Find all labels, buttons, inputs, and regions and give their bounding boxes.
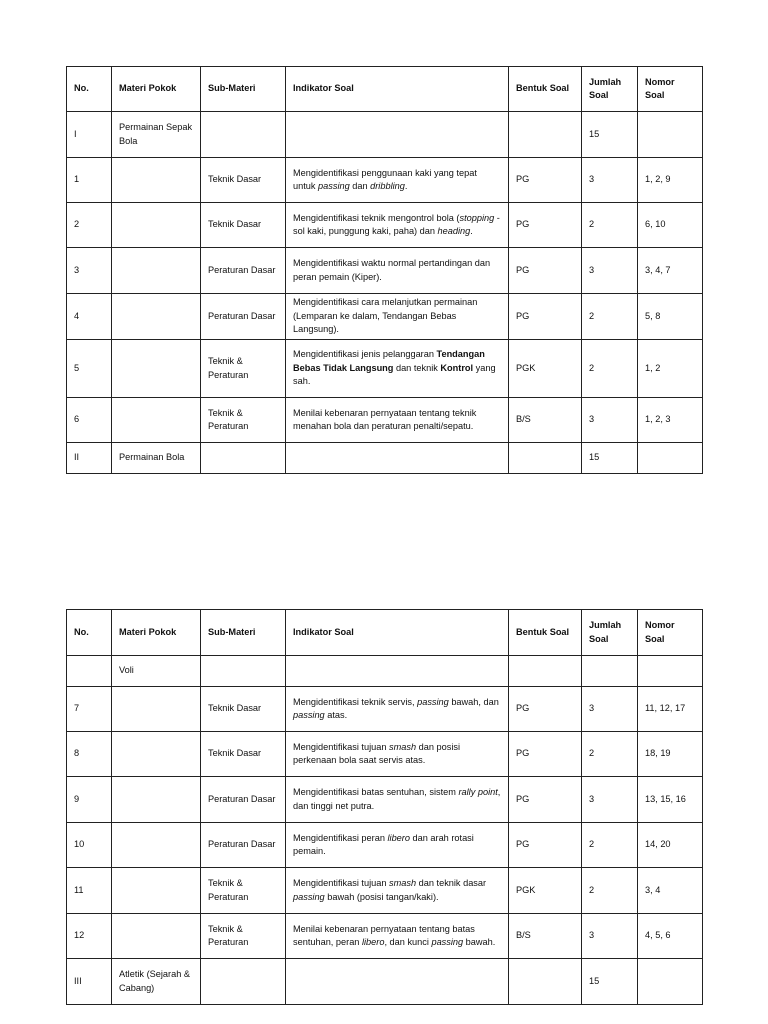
cell-sub-materi: Teknik Dasar [201, 732, 286, 777]
cell-bentuk-soal [509, 112, 582, 158]
indikator-text-segment: passing [293, 891, 325, 902]
header-materi-pokok: Materi Pokok [112, 610, 201, 656]
table-row [67, 823, 703, 868]
cell-no: 10 [67, 823, 112, 868]
cell-indikator-soal [286, 732, 509, 777]
cell-materi-pokok: Voli [112, 656, 201, 687]
indikator-text-segment: dan teknik dasar [416, 878, 487, 888]
cell-jumlah-soal: 2 [582, 823, 638, 868]
cell-no: 5 [67, 340, 112, 398]
cell-bentuk-soal: PGK [509, 868, 582, 914]
cell-indikator-soal [286, 398, 509, 443]
cell-no: 2 [67, 203, 112, 248]
indikator-text-segment: . [470, 226, 473, 236]
indikator-text-segment: yang sah. [293, 362, 496, 387]
cell-no: I [67, 112, 112, 158]
cell-jumlah-soal: 2 [582, 203, 638, 248]
table-row [67, 340, 703, 398]
indikator-text-segment: Mengidentifikasi penggunaan kaki yang tepat untuk [293, 167, 477, 191]
cell-nomor-soal: 3, 4 [638, 868, 703, 914]
cell-materi-pokok [112, 398, 201, 443]
cell-sub-materi: Peraturan Dasar [201, 823, 286, 868]
cell-no: 1 [67, 158, 112, 203]
cell-sub-materi: Peraturan Dasar [201, 248, 286, 294]
table-row [67, 398, 703, 443]
header-nomor-soal: Nomor Soal [638, 67, 703, 112]
cell-indikator-soal [286, 112, 509, 158]
cell-materi-pokok [112, 823, 201, 868]
cell-indikator-soal [286, 959, 509, 1005]
cell-jumlah-soal: 2 [582, 340, 638, 398]
cell-sub-materi: Teknik & Peraturan [201, 868, 286, 914]
indikator-text-segment: Mengidentifikasi jenis pelanggaran [293, 349, 437, 360]
table-row [67, 203, 703, 248]
indikator-text-segment: dan posisi perkenaan bola saat servis atas. [293, 741, 461, 765]
cell-no: 11 [67, 868, 112, 914]
cell-materi-pokok [112, 248, 201, 294]
indikator-text-segment: Mengidentifikasi batas sentuhan, sistem [293, 787, 459, 797]
cell-nomor-soal: 6, 10 [638, 203, 703, 248]
indikator-text-segment: rally point [458, 787, 498, 797]
cell-no: 3 [67, 248, 112, 294]
table-row [67, 158, 703, 203]
indikator-text-segment: libero [387, 832, 410, 843]
cell-nomor-soal [638, 959, 703, 1005]
cell-indikator-soal [286, 656, 509, 687]
cell-nomor-soal: 1, 2, 3 [638, 398, 703, 443]
cell-indikator-soal [286, 777, 509, 823]
cell-materi-pokok [112, 203, 201, 248]
cell-indikator-soal [286, 914, 509, 959]
table-row [67, 777, 703, 823]
indikator-text-segment: smash [389, 741, 417, 752]
cell-bentuk-soal: PGK [509, 340, 582, 398]
indikator-text-segment: Mengidentifikasi tujuan [293, 878, 390, 888]
cell-bentuk-soal: PG [509, 823, 582, 868]
header-bentuk-soal: Bentuk Soal [509, 610, 582, 656]
section-row [67, 443, 703, 474]
indikator-text-segment: dan [349, 181, 371, 191]
cell-nomor-soal [638, 656, 703, 687]
cell-sub-materi: Teknik & Peraturan [201, 398, 286, 443]
header-jumlah-soal: Jumlah Soal [582, 610, 638, 656]
cell-sub-materi: Peraturan Dasar [201, 294, 286, 340]
header-bentuk-soal: Bentuk Soal [509, 67, 582, 112]
header-jumlah-soal: Jumlah Soal [582, 67, 638, 112]
cell-sub-materi: Peraturan Dasar [201, 777, 286, 823]
cell-nomor-soal [638, 112, 703, 158]
cell-materi-pokok [112, 732, 201, 777]
cell-indikator-soal [286, 823, 509, 868]
indikator-text-segment: Tendangan Bebas Tidak Langsung [293, 349, 485, 373]
cell-sub-materi: Teknik Dasar [201, 203, 286, 248]
indikator-text-segment: dan teknik [393, 362, 441, 373]
header-indikator-soal: Indikator Soal [286, 67, 509, 112]
table-row [67, 732, 703, 777]
kisi-kisi-table-1 [66, 66, 703, 474]
cell-jumlah-soal [582, 656, 638, 687]
table-row [67, 914, 703, 959]
header-sub-materi: Sub-Materi [201, 67, 286, 112]
cell-nomor-soal: 14, 20 [638, 823, 703, 868]
section-row [67, 656, 703, 687]
cell-nomor-soal [638, 443, 703, 474]
header-no: No. [67, 610, 112, 656]
indikator-text-segment: , dan tinggi net putra. [293, 787, 501, 811]
cell-indikator-soal [286, 294, 509, 340]
indikator-text-segment: passing [318, 181, 350, 191]
indikator-text-segment: atas. [324, 710, 348, 720]
header-row [67, 67, 703, 112]
cell-materi-pokok: Permainan Sepak Bola [112, 112, 201, 158]
cell-materi-pokok [112, 777, 201, 823]
indikator-text-segment: bawah. [463, 937, 496, 947]
indikator-text-segment: Mengidentifikasi teknik mengontrol bola ( [293, 212, 460, 223]
cell-bentuk-soal [509, 959, 582, 1005]
cell-indikator-soal [286, 203, 509, 248]
cell-no: 9 [67, 777, 112, 823]
indikator-text-segment: , dan kunci [384, 937, 432, 947]
cell-materi-pokok: Atletik (Sejarah & Cabang) [112, 959, 201, 1005]
cell-nomor-soal: 3, 4, 7 [638, 248, 703, 294]
cell-bentuk-soal: PG [509, 158, 582, 203]
indikator-text-segment: - sol kaki, punggung kaki, paha) dan [293, 212, 500, 236]
table-row [67, 248, 703, 294]
cell-bentuk-soal: PG [509, 294, 582, 340]
cell-jumlah-soal: 3 [582, 914, 638, 959]
cell-no [67, 656, 112, 687]
cell-no: 8 [67, 732, 112, 777]
cell-materi-pokok [112, 294, 201, 340]
cell-jumlah-soal: 15 [582, 959, 638, 1005]
indikator-text-segment: . [404, 181, 408, 191]
cell-sub-materi: Teknik Dasar [201, 158, 286, 203]
cell-nomor-soal: 5, 8 [638, 294, 703, 340]
cell-materi-pokok [112, 914, 201, 959]
cell-jumlah-soal: 2 [582, 868, 638, 914]
indikator-text-segment: passing [293, 710, 325, 720]
cell-no: 4 [67, 294, 112, 340]
cell-indikator-soal [286, 340, 509, 398]
cell-materi-pokok: Permainan Bola [112, 443, 201, 474]
cell-bentuk-soal: B/S [509, 914, 582, 959]
cell-bentuk-soal: PG [509, 203, 582, 248]
indikator-text-segment: Mengidentifikasi waktu normal pertandingan dan peran pemain (Kiper). [293, 258, 491, 282]
cell-materi-pokok [112, 340, 201, 398]
cell-jumlah-soal: 3 [582, 158, 638, 203]
cell-materi-pokok [112, 158, 201, 203]
indikator-text-segment: Mengidentifikasi tujuan [293, 741, 390, 752]
section-row [67, 112, 703, 158]
indikator-text-segment: Mengidentifikasi teknik servis, [293, 696, 418, 707]
cell-jumlah-soal: 15 [582, 112, 638, 158]
table-row [67, 294, 703, 340]
cell-jumlah-soal: 3 [582, 398, 638, 443]
cell-no: III [67, 959, 112, 1005]
kisi-kisi-table-2 [66, 609, 703, 1005]
cell-nomor-soal: 13, 15, 16 [638, 777, 703, 823]
cell-indikator-soal [286, 868, 509, 914]
indikator-text-segment: Menilai kebenaran pernyataan tentang batas sentuhan, peran [293, 923, 475, 947]
cell-nomor-soal: 11, 12, 17 [638, 687, 703, 732]
indikator-text-segment: stopping [459, 212, 495, 223]
cell-no: 12 [67, 914, 112, 959]
section-row [67, 959, 703, 1005]
cell-bentuk-soal [509, 443, 582, 474]
indikator-text-segment: dan arah rotasi pemain. [293, 832, 474, 856]
cell-jumlah-soal: 3 [582, 687, 638, 732]
cell-jumlah-soal: 2 [582, 732, 638, 777]
cell-sub-materi: Teknik & Peraturan [201, 340, 286, 398]
cell-no: 7 [67, 687, 112, 732]
cell-no: 6 [67, 398, 112, 443]
cell-nomor-soal: 1, 2, 9 [638, 158, 703, 203]
cell-jumlah-soal: 2 [582, 294, 638, 340]
cell-bentuk-soal: PG [509, 777, 582, 823]
cell-bentuk-soal: B/S [509, 398, 582, 443]
cell-sub-materi: Teknik Dasar [201, 687, 286, 732]
cell-bentuk-soal [509, 656, 582, 687]
cell-materi-pokok [112, 868, 201, 914]
cell-indikator-soal [286, 687, 509, 732]
table-row [67, 687, 703, 732]
cell-nomor-soal: 1, 2 [638, 340, 703, 398]
header-row [67, 610, 703, 656]
indikator-text-segment: Kontrol [440, 362, 474, 373]
indikator-text-segment: passing [431, 937, 464, 947]
cell-bentuk-soal: PG [509, 687, 582, 732]
cell-materi-pokok [112, 687, 201, 732]
cell-no: II [67, 443, 112, 474]
cell-sub-materi [201, 443, 286, 474]
cell-jumlah-soal: 3 [582, 777, 638, 823]
indikator-text-segment: Mengidentifikasi cara melanjutkan permainan (Lemparan ke dalam, Tendangan Bebas Langsung). [293, 297, 478, 335]
cell-sub-materi [201, 959, 286, 1005]
indikator-text-segment: Mengidentifikasi peran [293, 832, 388, 843]
indikator-text-segment: smash [389, 878, 417, 888]
header-materi-pokok: Materi Pokok [112, 67, 201, 112]
indikator-text-segment: dribbling [370, 181, 405, 191]
indikator-text-segment: passing [417, 696, 449, 707]
cell-nomor-soal: 18, 19 [638, 732, 703, 777]
indikator-text-segment: bawah, dan [448, 696, 499, 707]
cell-jumlah-soal: 15 [582, 443, 638, 474]
header-sub-materi: Sub-Materi [201, 610, 286, 656]
cell-indikator-soal [286, 443, 509, 474]
cell-sub-materi [201, 656, 286, 687]
cell-jumlah-soal: 3 [582, 248, 638, 294]
header-no: No. [67, 67, 112, 112]
indikator-text-segment: bawah (posisi tangan/kaki). [324, 891, 439, 902]
indikator-text-segment: heading [437, 226, 471, 236]
cell-sub-materi: Teknik & Peraturan [201, 914, 286, 959]
header-nomor-soal: Nomor Soal [638, 610, 703, 656]
cell-sub-materi [201, 112, 286, 158]
indikator-text-segment: Menilai kebenaran pernyataan tentang teknik menahan bola dan peraturan penalti/sepatu. [293, 407, 477, 431]
cell-indikator-soal [286, 158, 509, 203]
cell-bentuk-soal: PG [509, 248, 582, 294]
cell-indikator-soal [286, 248, 509, 294]
header-indikator-soal: Indikator Soal [286, 610, 509, 656]
table-row [67, 868, 703, 914]
cell-bentuk-soal: PG [509, 732, 582, 777]
indikator-text-segment: libero [361, 937, 385, 947]
cell-nomor-soal: 4, 5, 6 [638, 914, 703, 959]
